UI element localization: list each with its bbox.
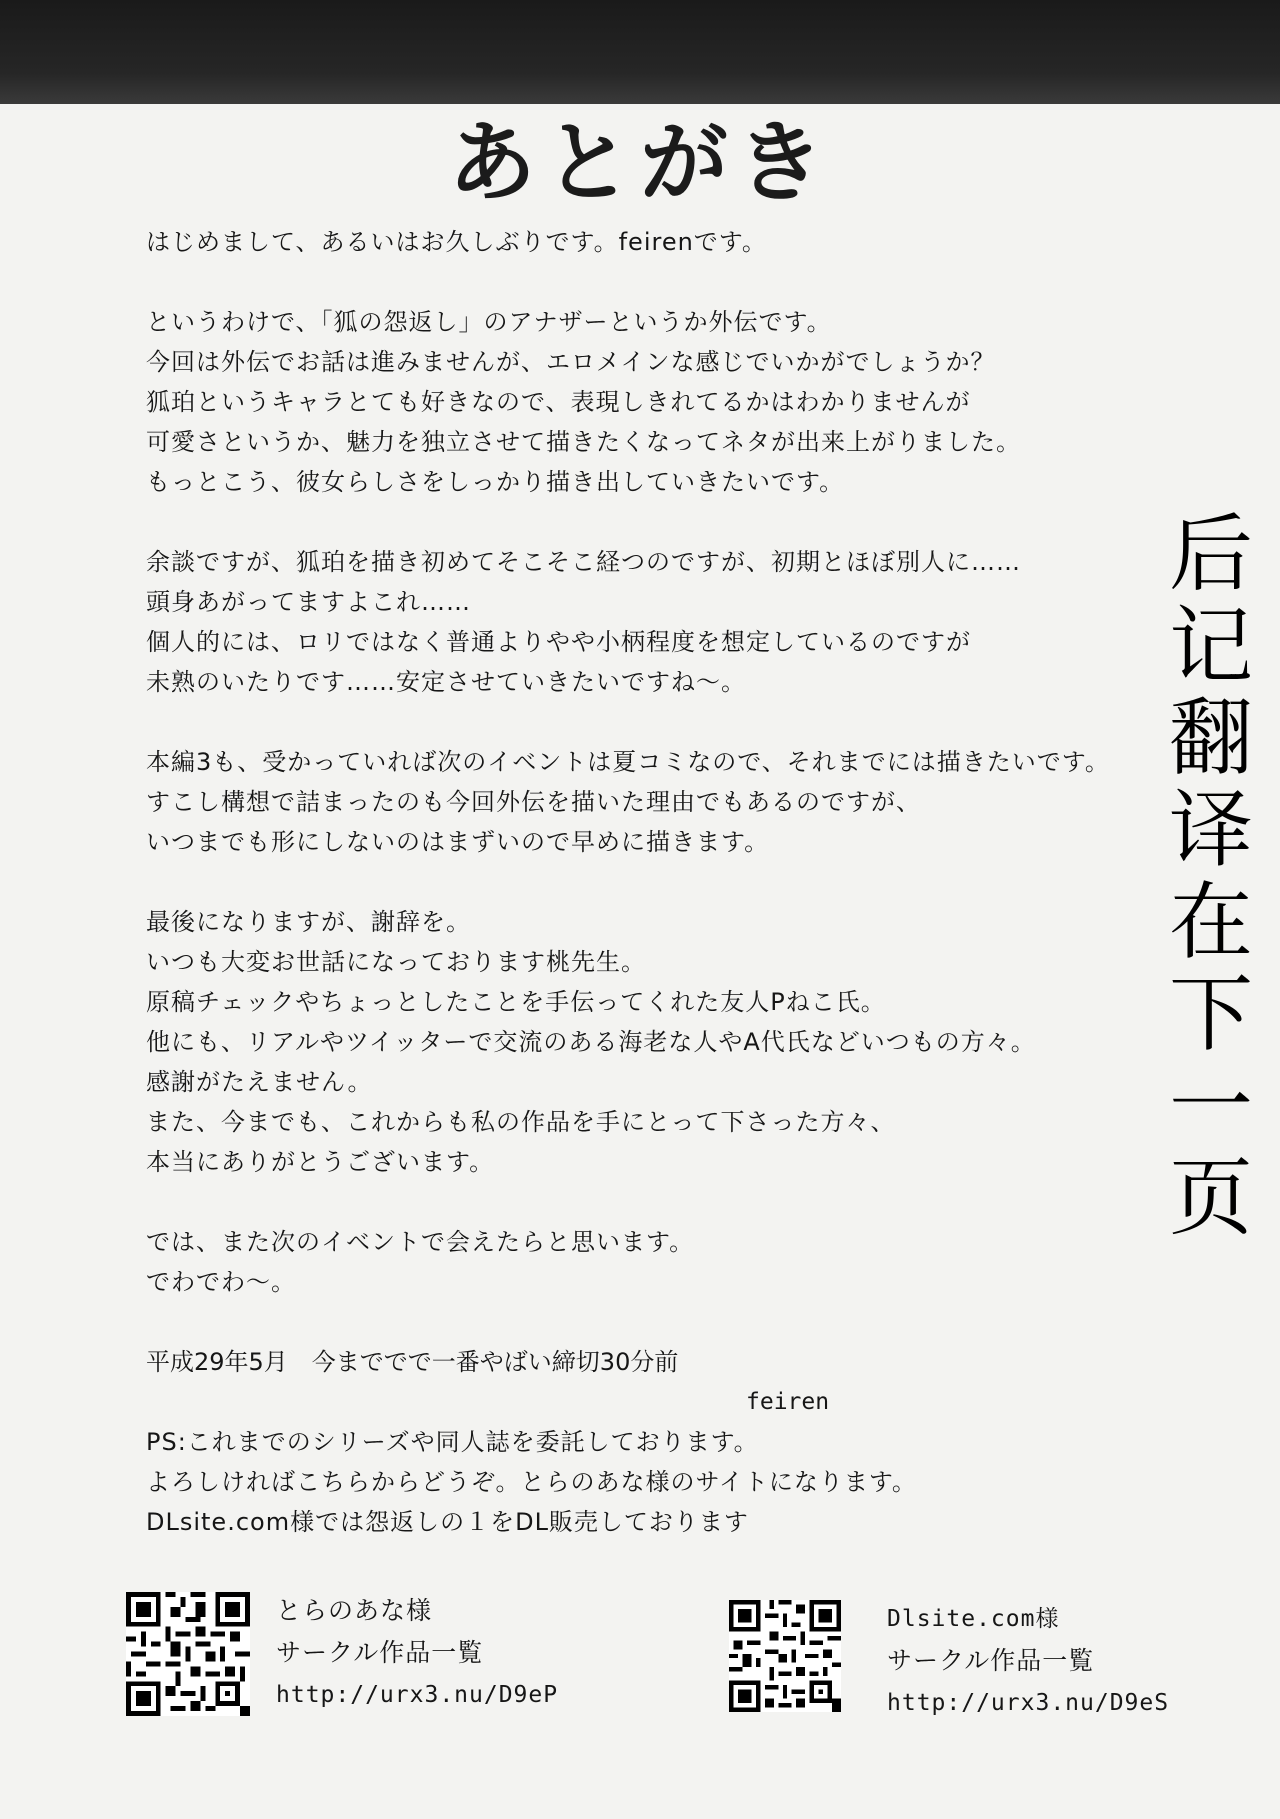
paragraph-closing <box>146 1222 1156 1302</box>
qr-code-graphic <box>729 1600 841 1712</box>
toranoana-link-text <box>276 1590 558 1716</box>
dlsite-link-text <box>887 1598 1169 1724</box>
text-line: 頭身あがってますよこれ…… <box>146 588 471 616</box>
qr-code-graphic <box>126 1592 250 1716</box>
text-line: すこし構想で詰まったのも今回外伝を描いた理由でもあるのですが、 <box>146 788 921 816</box>
text-line: 感謝がたえません。 <box>146 1068 373 1096</box>
toranoana-link-block[interactable] <box>126 1592 558 1716</box>
translator-note <box>1166 505 1256 1247</box>
shop-url-link[interactable]: http://urx3.nu/D9eS <box>887 1690 1170 1716</box>
text-line: 最後になりますが、謝辞を。 <box>146 908 471 936</box>
ps-line: よろしければこちらからどうぞ。とらのあな様のサイトになります。 <box>146 1468 917 1496</box>
text-line: 本編3も、受かっていれば次のイベントは夏コミなので、それまでには描きたいです。 <box>146 748 1110 776</box>
note-char: 一 <box>1168 1057 1253 1155</box>
text-line: 未熟のいたりです……安定させていきたいですね～。 <box>146 668 746 696</box>
date-line: 平成29年5月 今まででで一番やばい締切30分前 <box>146 1348 679 1376</box>
shop-name: Dlsite.com様 <box>887 1606 1060 1632</box>
note-char: 在 <box>1168 873 1253 971</box>
paragraph-next-volume <box>146 742 1156 862</box>
paragraph-thanks <box>146 902 1156 1182</box>
qr-code-icon[interactable] <box>126 1592 250 1716</box>
text-line: はじめまして、あるいはお久しぶりです。feirenです。 <box>146 228 767 256</box>
text-line: 今回は外伝でお話は進みませんが、エロメインな感じでいかがでしょうか？ <box>146 348 996 376</box>
paragraph-greeting <box>146 222 1156 262</box>
shop-name: とらのあな様 <box>276 1596 433 1625</box>
text-line: いつも大変お世話になっております桃先生。 <box>146 948 646 976</box>
text-line: というわけで、「狐の怨返し」のアナザーというか外伝です。 <box>146 308 832 336</box>
text-line: 狐珀というキャラとても好きなので、表現しきれてるかはわかりませんが <box>146 388 971 416</box>
shop-label: サークル作品一覧 <box>276 1638 484 1667</box>
note-char: 译 <box>1168 781 1253 879</box>
author-signature: feiren <box>746 1389 830 1415</box>
note-char: 下 <box>1168 965 1253 1063</box>
note-char: 后 <box>1168 505 1253 603</box>
text-line: また、今までも、これからも私の作品を手にとって下さった方々、 <box>146 1108 896 1136</box>
note-char: 页 <box>1168 1149 1253 1247</box>
postscript <box>146 1422 1156 1542</box>
text-line: 個人的には、ロリではなく普通よりやや小柄程度を想定しているのですが <box>146 628 971 656</box>
paragraph-aside <box>146 542 1156 702</box>
text-line: もっとこう、彼女らしさをしっかり描き出していきたいです。 <box>146 468 845 496</box>
text-line: 他にも、リアルやツイッターで交流のある海老な人やA代氏などいつもの方々。 <box>146 1028 1036 1056</box>
ps-line: PS:これまでのシリーズや同人誌を委託しております。 <box>146 1428 759 1456</box>
shop-label: サークル作品一覧 <box>887 1646 1095 1675</box>
paragraph-intro <box>146 302 1156 502</box>
dlsite-link-block[interactable] <box>729 1600 1169 1724</box>
text-line: 本当にありがとうございます。 <box>146 1148 495 1176</box>
text-line: でわでわ～。 <box>146 1268 296 1296</box>
text-line: いつまでも形にしないのはまずいので早めに描きます。 <box>146 828 770 856</box>
note-char: 记 <box>1168 597 1253 695</box>
text-line: では、また次のイベントで会えたらと思います。 <box>146 1228 695 1256</box>
text-line: 余談ですが、狐珀を描き初めてそこそこ経つのですが、初期とほぼ別人に…… <box>146 548 1021 576</box>
text-line: 可愛さというか、魅力を独立させて描きたくなってネタが出来上がりました。 <box>146 428 1021 456</box>
text-line: 原稿チェックやちょっとしたことを手伝ってくれた友人Pねこ氏。 <box>146 988 886 1016</box>
ps-line: DLsite.com様では怨返しの１をDL販売しております <box>146 1508 749 1536</box>
shop-url-link[interactable]: http://urx3.nu/D9eP <box>276 1682 559 1708</box>
scan-top-band <box>0 0 1280 104</box>
page-title: あとがき <box>447 110 832 214</box>
qr-code-icon[interactable] <box>729 1600 841 1712</box>
note-char: 翻 <box>1168 689 1253 787</box>
afterword-body <box>146 222 1156 1542</box>
